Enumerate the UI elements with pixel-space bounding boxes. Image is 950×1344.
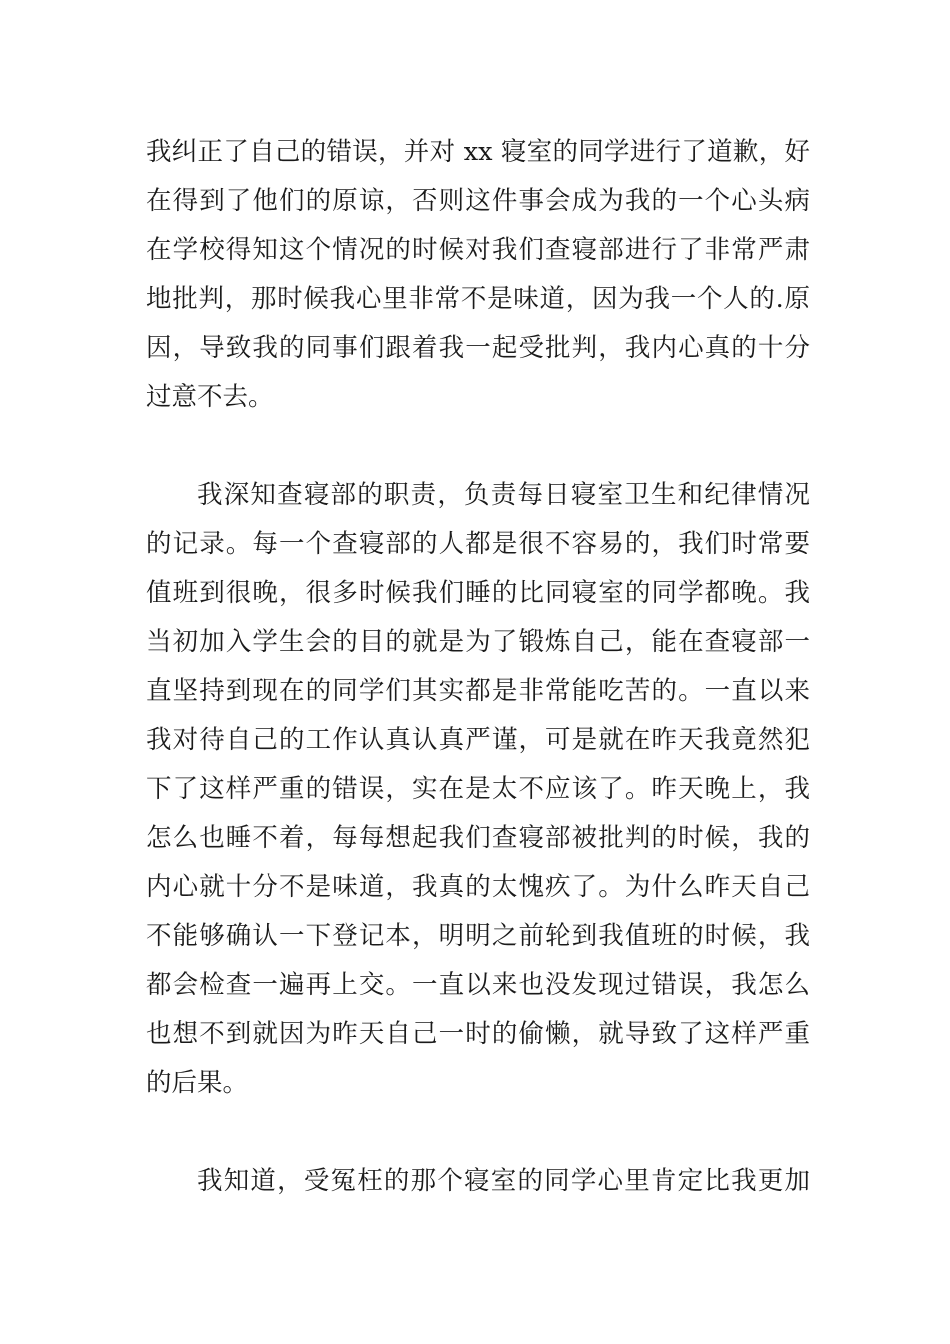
text-line: 当初加入学生会的目的就是为了锻炼自己，能在查寝部一	[146, 627, 810, 657]
text-line: 过意不去。	[146, 382, 274, 412]
text-line: 我知道，受冤枉的那个寝室的同学心里肯定比我更加	[197, 1166, 810, 1196]
text-line: 地批判，那时候我心里非常不是味道，因为我一个人的.原	[146, 284, 810, 314]
paragraph-3	[146, 1157, 810, 1206]
paragraph-gap	[146, 422, 810, 471]
text-line: 的后果。	[146, 1068, 249, 1098]
text-line: 内心就十分不是味道，我真的太愧疚了。为什么昨天自己	[146, 872, 810, 902]
document-body	[146, 128, 810, 1206]
text-line: 怎么也睡不着，每每想起我们查寝部被批判的时候，我的	[146, 823, 810, 853]
paragraph-2	[146, 471, 810, 1108]
text-line: 我对待自己的工作认真认真严谨，可是就在昨天我竟然犯	[146, 725, 810, 755]
paragraph-gap	[146, 1108, 810, 1157]
text-line: 也想不到就因为昨天自己一时的偷懒，就导致了这样严重	[146, 1019, 810, 1049]
text-line: 不能够确认一下登记本，明明之前轮到我值班的时候，我	[146, 921, 810, 951]
text-line: 值班到很晚，很多时候我们睡的比同寝室的同学都晚。我	[146, 578, 810, 608]
text-line: 我纠正了自己的错误，并对 xx 寝室的同学进行了道歉，好	[146, 137, 810, 167]
text-line: 都会检查一遍再上交。一直以来也没发现过错误，我怎么	[146, 970, 810, 1000]
text-line: 的记录。每一个查寝部的人都是很不容易的，我们时常要	[146, 529, 810, 559]
text-line: 在学校得知这个情况的时候对我们查寝部进行了非常严肃	[146, 235, 810, 265]
text-line: 直坚持到现在的同学们其实都是非常能吃苦的。一直以来	[146, 676, 810, 706]
text-line: 在得到了他们的原谅，否则这件事会成为我的一个心头病	[146, 186, 810, 216]
text-line: 下了这样严重的错误，实在是太不应该了。昨天晚上，我	[146, 774, 810, 804]
text-line: 我深知查寝部的职责，负责每日寝室卫生和纪律情况	[197, 480, 810, 510]
paragraph-1	[146, 128, 810, 422]
text-line: 因，导致我的同事们跟着我一起受批判，我内心真的十分	[146, 333, 810, 363]
